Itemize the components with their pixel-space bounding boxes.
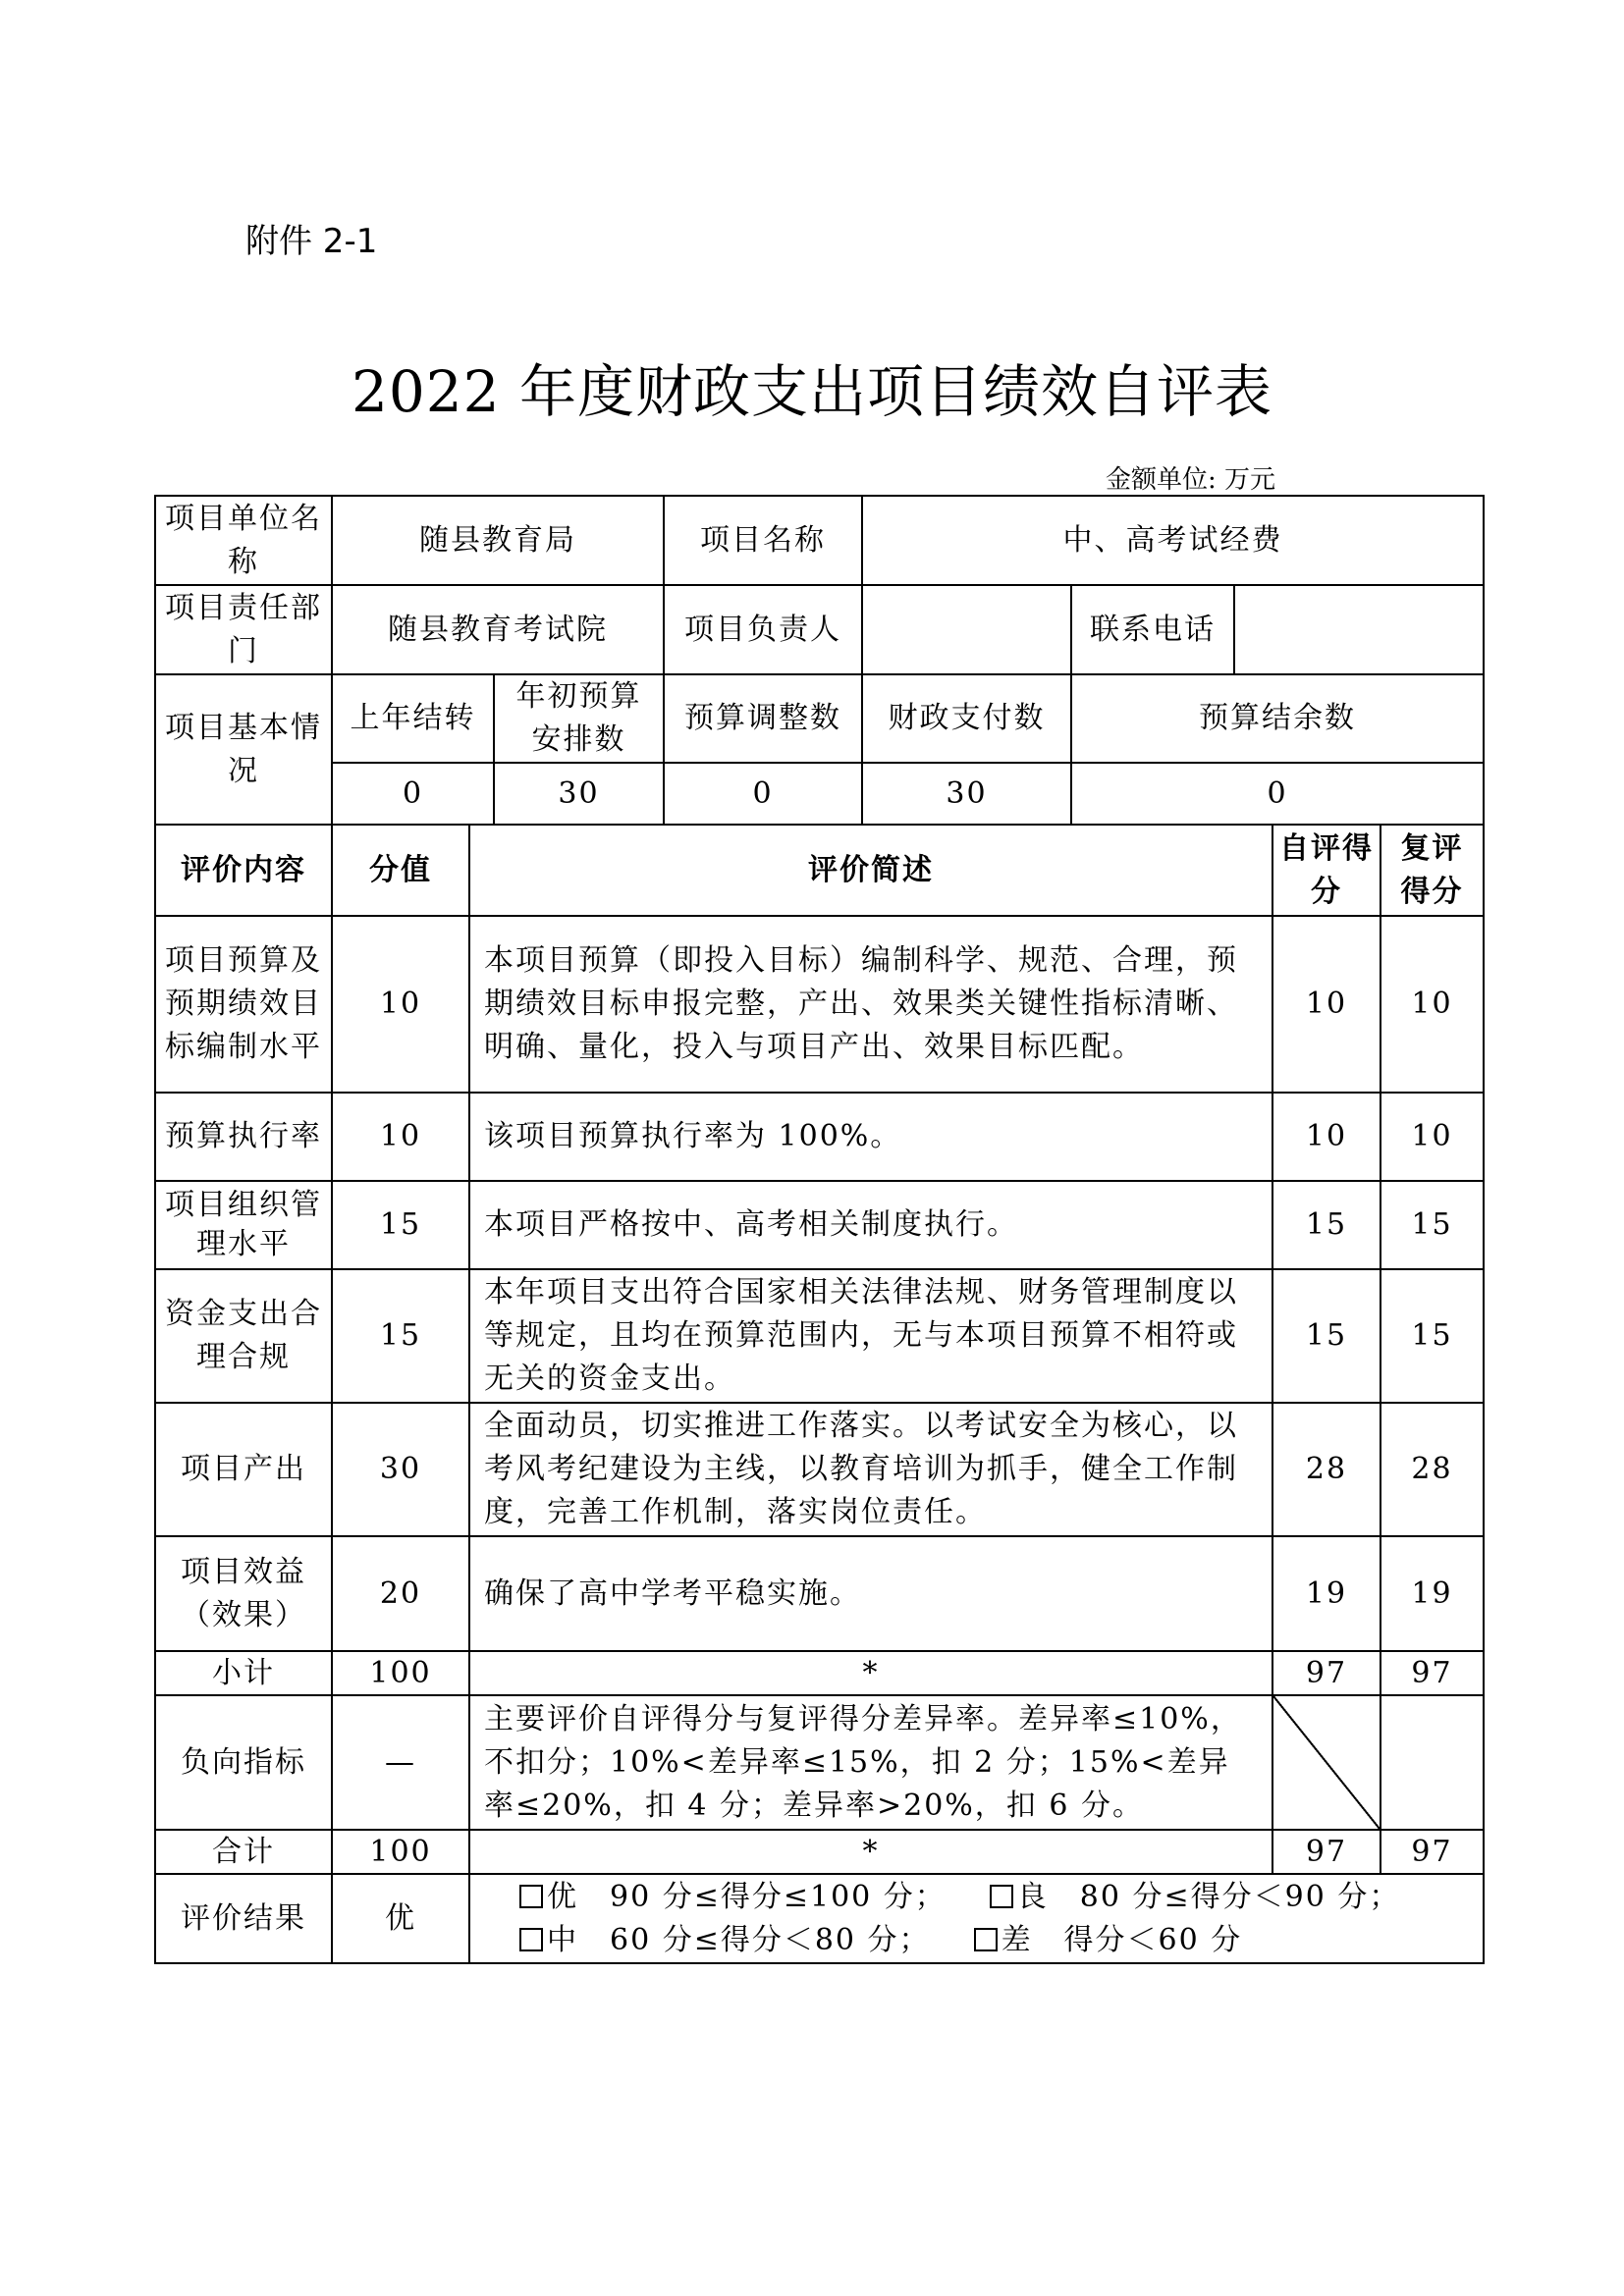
project-name-label: 项目名称 xyxy=(664,496,862,585)
table-row xyxy=(155,1403,1484,1536)
row-name: 项目预算及预期绩效目标编制水平 xyxy=(155,916,332,1093)
row-self-score: 15 xyxy=(1272,1269,1380,1403)
header-desc: 评价简述 xyxy=(469,825,1272,916)
project-owner-value xyxy=(862,585,1071,674)
row-desc: 本项目严格按中、高考相关制度执行。 xyxy=(469,1181,1272,1269)
budget-value: 0 xyxy=(332,763,494,825)
row-review-score: 10 xyxy=(1380,1093,1484,1181)
budget-col-header: 财政支付数 xyxy=(862,674,1071,763)
row-score: 10 xyxy=(332,1093,469,1181)
row-review-score: 10 xyxy=(1380,916,1484,1093)
page-title: 2022 年度财政支出项目绩效自评表 xyxy=(351,358,1273,425)
subtotal-review-score: 97 xyxy=(1380,1651,1484,1695)
row-name: 资金支出合理合规 xyxy=(155,1269,332,1403)
phone-label: 联系电话 xyxy=(1071,585,1234,674)
subtotal-label: 小计 xyxy=(155,1651,332,1695)
option-good: 良 80 分≤得分＜90 分； xyxy=(1016,1879,1401,1914)
row-score: 15 xyxy=(332,1181,469,1269)
total-self-score: 97 xyxy=(1272,1830,1380,1874)
budget-col-header: 年初预算安排数 xyxy=(494,674,664,763)
negative-score: — xyxy=(332,1695,469,1830)
budget-value: 30 xyxy=(862,763,1071,825)
responsible-dept-label: 项目责任部门 xyxy=(155,585,332,674)
budget-value: 0 xyxy=(1071,763,1484,825)
row-desc: 本年项目支出符合国家相关法律法规、财务管理制度以等规定，且均在预算范围内，无与本项目预算不相符或无关的资金支出。 xyxy=(469,1269,1272,1403)
attachment-label: 附件 2-1 xyxy=(245,222,378,261)
row-score: 20 xyxy=(332,1536,469,1651)
header-review-score: 复评得分 xyxy=(1380,825,1484,916)
total-review-score: 97 xyxy=(1380,1830,1484,1874)
total-row xyxy=(155,1830,1484,1874)
checkbox-poor xyxy=(974,1928,998,1951)
budget-col-header: 上年结转 xyxy=(332,674,494,763)
row-review-score: 19 xyxy=(1380,1536,1484,1651)
row-score: 10 xyxy=(332,916,469,1093)
table-row xyxy=(155,1093,1484,1181)
row-self-score: 15 xyxy=(1272,1181,1380,1269)
budget-value: 30 xyxy=(494,763,664,825)
header-score: 分值 xyxy=(332,825,469,916)
option-medium: 中 60 分≤得分＜80 分； xyxy=(547,1922,931,1957)
row-name: 项目产出 xyxy=(155,1403,332,1536)
subtotal-row xyxy=(155,1651,1484,1695)
header-self-score: 自评得分 xyxy=(1272,825,1380,916)
basic-info-label: 项目基本情况 xyxy=(155,674,332,825)
table-row xyxy=(155,1181,1484,1269)
negative-label: 负向指标 xyxy=(155,1695,332,1830)
row-score: 15 xyxy=(332,1269,469,1403)
row-name: 预算执行率 xyxy=(155,1093,332,1181)
option-excellent: 优 90 分≤得分≤100 分； xyxy=(547,1879,947,1914)
negative-self-slash xyxy=(1272,1695,1380,1830)
table-row xyxy=(155,916,1484,1093)
row-self-score: 10 xyxy=(1272,1093,1380,1181)
project-owner-label: 项目负责人 xyxy=(664,585,862,674)
subtotal-self-score: 97 xyxy=(1272,1651,1380,1695)
checkbox-medium xyxy=(519,1928,543,1951)
row-review-score: 28 xyxy=(1380,1403,1484,1536)
option-poor: 差 得分＜60 分 xyxy=(1001,1922,1243,1957)
negative-review-score xyxy=(1380,1695,1484,1830)
budget-col-header: 预算调整数 xyxy=(664,674,862,763)
project-info-table xyxy=(154,495,1485,826)
header-content: 评价内容 xyxy=(155,825,332,916)
table-row xyxy=(155,1536,1484,1651)
budget-value: 0 xyxy=(664,763,862,825)
row-desc: 确保了高中学考平稳实施。 xyxy=(469,1536,1272,1651)
evaluation-table xyxy=(154,824,1485,1964)
total-score: 100 xyxy=(332,1830,469,1874)
result-row xyxy=(155,1874,1484,1963)
row-review-score: 15 xyxy=(1380,1181,1484,1269)
row-desc: 本项目预算（即投入目标）编制科学、规范、合理，预期绩效目标申报完整，产出、效果类关键性指标清晰、明确、量化，投入与项目产出、效果目标匹配。 xyxy=(469,916,1272,1093)
budget-col-header: 预算结余数 xyxy=(1071,674,1484,763)
checkbox-excellent xyxy=(519,1885,543,1908)
result-label: 评价结果 xyxy=(155,1874,332,1963)
negative-desc: 主要评价自评得分与复评得分差异率。差异率≤10%，不扣分；10%<差异率≤15%，扣 2 分；15%<差异率≤20%，扣 4 分；差异率>20%，扣 6 分。 xyxy=(469,1695,1272,1830)
responsible-dept-value: 随县教育考试院 xyxy=(332,585,664,674)
project-unit-label: 项目单位名称 xyxy=(155,496,332,585)
project-name-value: 中、高考试经费 xyxy=(862,496,1484,585)
negative-indicator-row xyxy=(155,1695,1484,1830)
row-score: 30 xyxy=(332,1403,469,1536)
row-self-score: 10 xyxy=(1272,916,1380,1093)
result-options xyxy=(469,1874,1484,1963)
checkbox-good xyxy=(990,1885,1013,1908)
subtotal-desc: * xyxy=(469,1651,1272,1695)
table-row xyxy=(155,1269,1484,1403)
row-review-score: 15 xyxy=(1380,1269,1484,1403)
row-name: 项目效益（效果） xyxy=(155,1536,332,1651)
subtotal-score: 100 xyxy=(332,1651,469,1695)
row-desc: 该项目预算执行率为 100%。 xyxy=(469,1093,1272,1181)
row-desc: 全面动员，切实推进工作落实。以考试安全为核心，以考风考纪建设为主线，以教育培训为抓手，健全工作制度，完善工作机制，落实岗位责任。 xyxy=(469,1403,1272,1536)
total-desc: * xyxy=(469,1830,1272,1874)
row-name: 项目组织管理水平 xyxy=(155,1181,332,1269)
phone-value xyxy=(1234,585,1484,674)
row-self-score: 28 xyxy=(1272,1403,1380,1536)
total-label: 合计 xyxy=(155,1830,332,1874)
project-unit-value: 随县教育局 xyxy=(332,496,664,585)
amount-unit-label: 金额单位: 万元 xyxy=(1106,465,1276,495)
result-value: 优 xyxy=(332,1874,469,1963)
row-self-score: 19 xyxy=(1272,1536,1380,1651)
